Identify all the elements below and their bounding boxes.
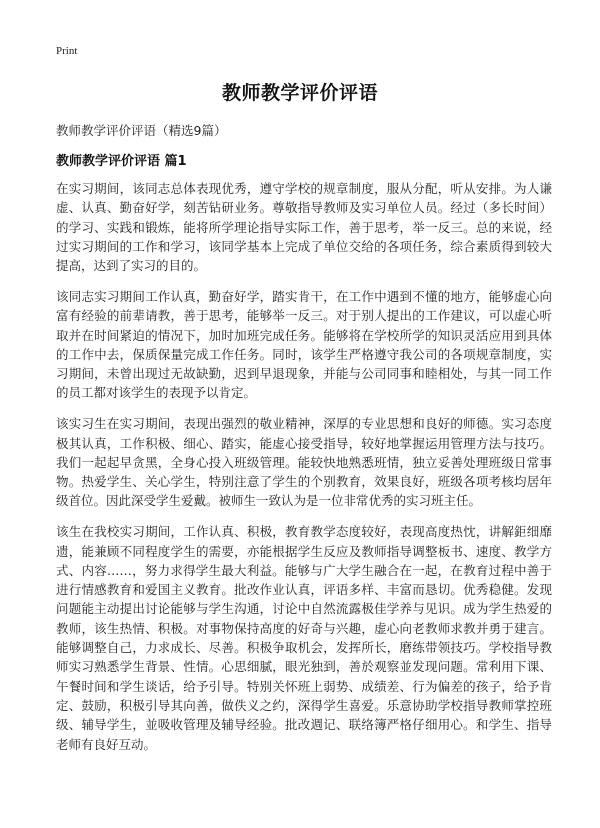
- page-title: 教师教学评价评语: [221, 82, 378, 104]
- paragraph: 该实习生在实习期间，表现出强烈的敬业精神，深厚的专业思想和良好的师德。实习态度极其认真，工作积极、细心、踏实，能虚心接受指导，较好地掌握运用管理方法与技巧。我们一起起早贪黑，全身心投入班级管理。能较快地熟悉班情，独立妥善处理班级日常事物。热爱学生、关心学生，特别注意了学生的个别教育，效果良好，班级各项考核均居年级首位。因此深受学生爱戴。被师生一致认为是一位非常优秀的实习班主任。: [56, 416, 552, 509]
- article-body: [56, 179, 552, 765]
- paragraph: 该同志实习期间工作认真，勤奋好学，踏实肯干，在工作中遇到不懂的地方，能够虚心向富有经验的前辈请教，善于思考，能够举一反三。对于别人提出的工作建议，可以虚心听取并在时间紧迫的情况下，加时加班完成任务。能够将在学校所学的知识灵活应用到具体的工作中去，保质保量完成工作任务。同时，该学生严格遵守我公司的各项规章制度，实习期间，未曾出现过无故缺勤，迟到早退现象，并能与公司同事和睦相处，与其一同工作的员工都对该学生的表现予以肯定。: [56, 288, 552, 401]
- paragraph: 在实习期间，该同志总体表现优秀，遵守学校的规章制度，服从分配，听从安排。为人谦虚、认真、勤奋好学，刻苦钻研业务。尊敬指导教师及实习单位人员。经过（多长时间）的学习、实践和锻炼，能将所学理论指导实际工作，善于思考，举一反三。总的来说，经过实习期间的工作和学习，该同学基本上完成了单位交给的各项任务，综合素质得到较大提高，达到了实习的目的。: [56, 181, 552, 274]
- document-subtitle: 教师教学评价评语（精选9篇）: [56, 123, 227, 138]
- section-heading: 教师教学评价评语 篇1: [56, 154, 187, 169]
- print-link[interactable]: Print: [56, 45, 78, 57]
- paragraph: 该生在我校实习期间，工作认真、积极，教育教学态度较好，表现高度热忱，讲解鉅细靡遗，能兼顾不同程度学生的需要，亦能根据学生反应及教师指导调整板书、速度、教学方式、内容……，努力求得学生最大利益。能够与广大学生融合在一起，在教育过程中善于进行情感教育和爱国主义教育。批改作业认真，评语多样、丰富而恳切。优秀稳健。发现问题能主动提出讨论能够与学生沟通，讨论中自然流露极佳学养与见识。成为学生热爱的教师，该生热情、积极。对事物保持高度的好奇与兴趣，虚心向老教师求教并勇于建言。能够调整自己，力求成长、尽善。积极争取机会，发挥所长，磨练带领技巧。学校指导教师实习熟悉学生背景、性情。心思细腻，眼光独到，善於观察並发现问题。常利用下课、午餐时间和学生谈话，给予引导。特别关怀班上弱势、成绩差、行为偏差的孩子，给予肯定、鼓励，积极引导其向善，做佚义之约，深得学生喜爱。乐意协助学校指导教师掌控班级、辅导学生，並吸收管理及辅导经验。批改週记、联络簿严格仔细用心。和学生、指导老师有良好互动。: [56, 524, 552, 752]
